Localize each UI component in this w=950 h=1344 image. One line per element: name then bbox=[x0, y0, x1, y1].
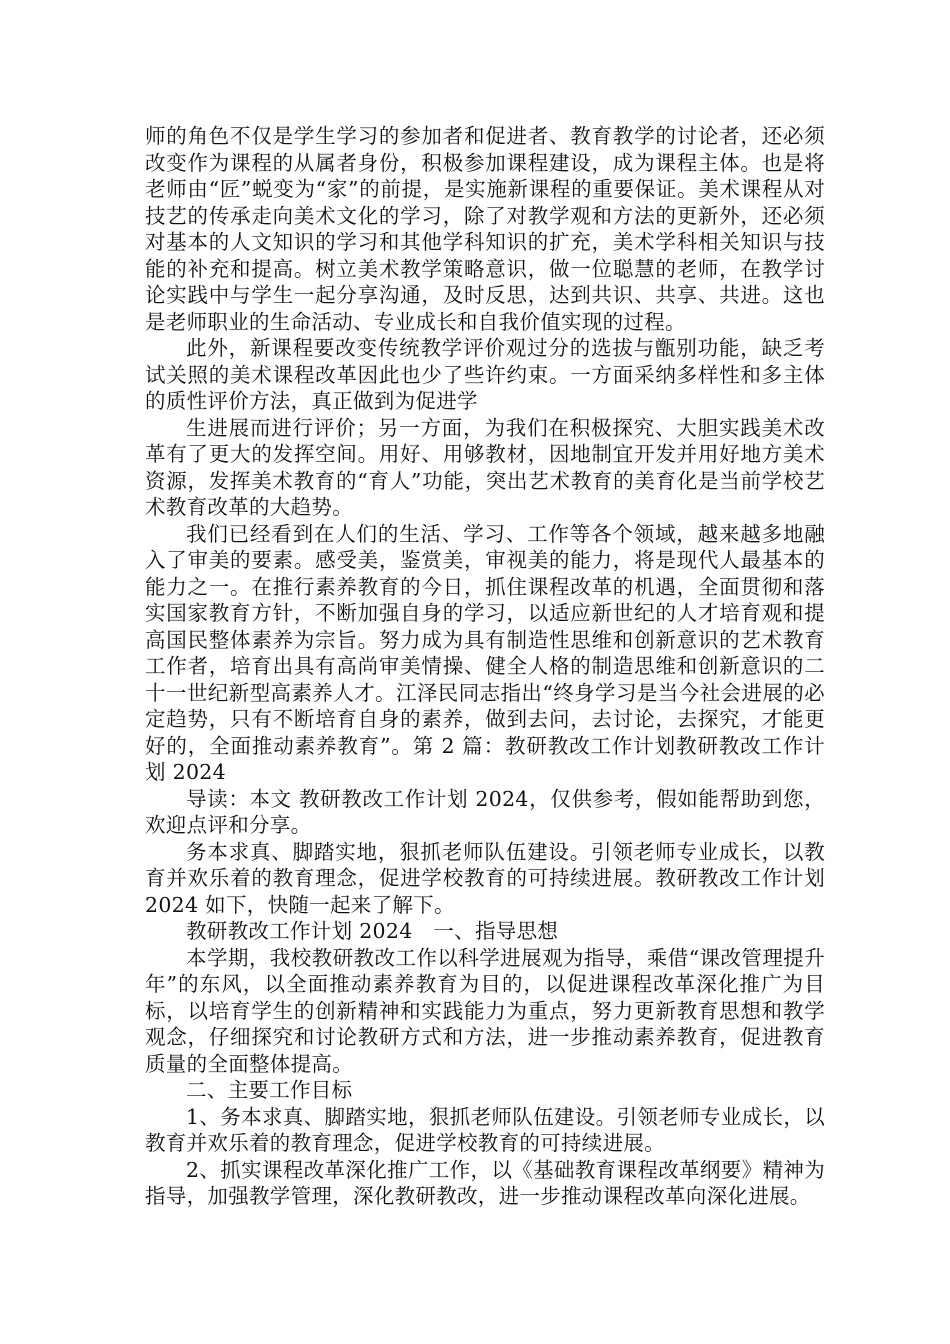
paragraph-8: 本学期，我校教研教改工作以科学进展观为指导，乘借“课改管理提升年”的东风，以全面推动素养教育为目的，以促进课程改革深化推广为目标，以培育学生的创新精神和实践能力为重点，努力更新教育思想和教学观念，仔细探究和讨论教研方式和方法，进一步推动素养教育，促进教育质量的全面整体提高。 bbox=[145, 945, 825, 1076]
goal-item-2: 2、抓实课程改革深化推广工作，以《基础教育课程改革纲要》精神为指导，加强教学管理，深化教研教改，进一步推动课程改革向深化进展。 bbox=[145, 1157, 825, 1208]
section-heading-main-goals: 二、主要工作目标 bbox=[186, 1078, 353, 1102]
paragraph-1: 师的角色不仅是学生学习的参加者和促进者、教育教学的讨论者，还必须改变作为课程的从属者身份，积极参加课程建设，成为课程主体。也是将老师由“匠”蜕变为“家”的前提，是实施新课程的重要保证。美术课程从对技艺的传承走向美术文化的学习，除了对教学观和方法的更新外，还必须对基本的人文知识的学习和其他学科知识的扩充，美术学科相关知识与技能的补充和提高。树立美术教学策略意识，做一位聪慧的老师，在教学讨论实践中与学生一起分享沟通，及时反思，达到共识、共享、共进。这也是老师职业的生命活动、专业成长和自我价值实现的过程。 bbox=[145, 124, 825, 334]
paragraph-3: 生进展而进行评价；另一方面，为我们在积极探究、大胆实践美术改革有了更大的发挥空间。用好、用够教材，因地制宜开发并用好地方美术资源，发挥美术教育的“育人”功能，突出艺术教育的美育化是当前学校艺术教育改革的大趋势。 bbox=[145, 415, 825, 519]
paragraph-4: 我们已经看到在人们的生活、学习、工作等各个领域，越来越多地融入了审美的要素。感受美，鉴赏美，审视美的能力，将是现代人最基本的能力之一。在推行素养教育的今日，抓住课程改革的机遇，全面贯彻和落实国家教育方针，不断加强自身的学习，以适应新世纪的人才培育观和提高国民整体素养为宗旨。努力成为具有制造性思维和创新意识的艺术教育工作者，培育出具有高尚审美情操、健全人格的制造思维和创新意识的二十一世纪新型高素养人才。江泽民同志指出“终身学习是当今社会进展的必定趋势，只有不断培育自身的素养，做到去问，去讨论，去探究，才能更好的，全面推动素养教育”。第 2 篇：教研教改工作计划教研教改工作计划 2024 bbox=[145, 521, 825, 784]
goal-item-1: 1、务本求真、脚踏实地，狠抓老师队伍建设。引领老师专业成长，以教育并欢乐着的教育理念，促进学校教育的可持续进展。 bbox=[145, 1104, 825, 1155]
paragraph-2: 此外，新课程要改变传统教学评价观过分的选拔与甑别功能，缺乏考试关照的美术课程改革因此也少了些许约束。一方面采纳多样性和多主体的质性评价方法，真正做到为促进学 bbox=[145, 336, 825, 413]
section-heading-guiding-ideology: 教研教改工作计划 2024 一、指导思想 bbox=[186, 919, 559, 943]
document-body bbox=[145, 123, 825, 1210]
paragraph-5: 导读：本文 教研教改工作计划 2024，仅供参考，假如能帮助到您，欢迎点评和分享。 bbox=[145, 786, 825, 837]
paragraph-6: 务本求真、脚踏实地，狠抓老师队伍建设。引领老师专业成长，以教育并欢乐着的教育理念，促进学校教育的可持续进展。教研教改工作计划 2024 如下，快随一起来了解下。 bbox=[145, 839, 825, 917]
